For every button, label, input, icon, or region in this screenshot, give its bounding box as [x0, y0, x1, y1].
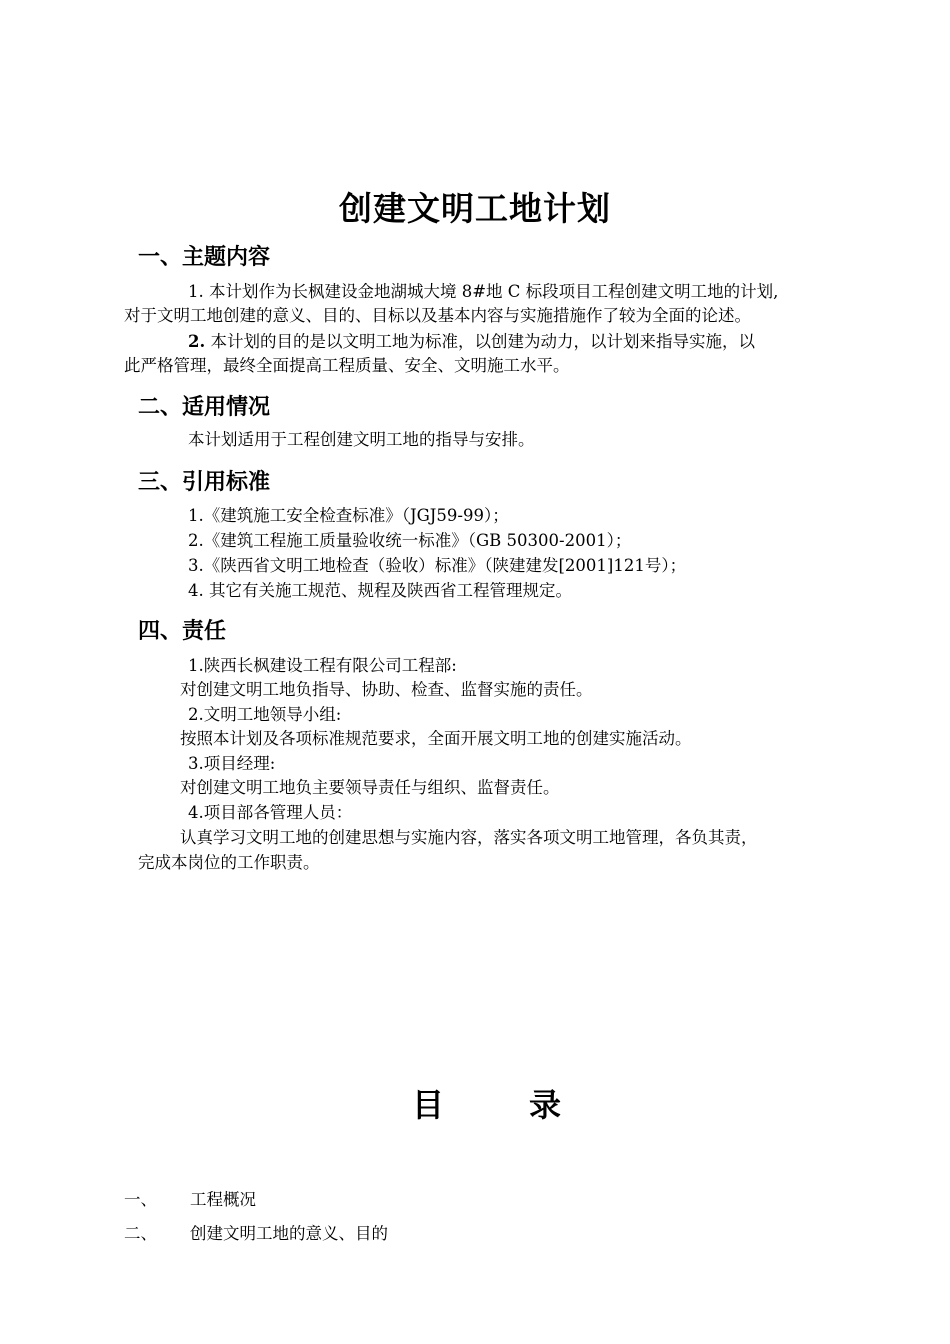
section-heading-3: 三、引用标准 [138, 470, 271, 495]
responsibility-4-title: 4.项目部各管理人员： [188, 803, 353, 822]
paragraph-2-number: 2. [188, 332, 206, 351]
paragraph-2-line-1 [188, 330, 755, 354]
toc-item-1-label[interactable]: 工程概况 [190, 1190, 256, 1209]
toc-title [412, 1080, 561, 1126]
standard-item-1: 1.《建筑施工安全检查标准》（JGJ59-99）； [188, 506, 509, 525]
toc-title-char-1: 目 [412, 1086, 445, 1124]
standard-item-2: 2.《建筑工程施工质量验收统一标准》（GB 50300-2001）； [188, 531, 632, 550]
paragraph-2-text: 本计划的目的是以文明工地为标准，以创建为动力，以计划来指导实施，以 [205, 332, 755, 351]
responsibility-4-line-1: 认真学习文明工地的创建思想与实施内容，落实各项文明工地管理，各负其责， [180, 828, 758, 847]
page-title: 创建文明工地计划 [339, 189, 611, 228]
toc-item-1-number: 一、 [124, 1190, 157, 1209]
paragraph-1-line-1: 1. 本计划作为长枫建设金地湖城大境 8#地 C 标段项目工程创建文明工地的计划, [188, 282, 779, 301]
responsibility-3-title: 3.项目经理: [188, 754, 276, 773]
responsibility-1-text: 对创建文明工地负指导、协助、检查、监督实施的责任。 [180, 680, 593, 699]
responsibility-1-title: 1.陕西长枫建设工程有限公司工程部: [188, 656, 457, 675]
responsibility-4-line-2: 完成本岗位的工作职责。 [138, 853, 320, 872]
toc-item-2-label[interactable]: 创建文明工地的意义、目的 [190, 1224, 388, 1243]
standard-item-4: 4. 其它有关施工规范、规程及陕西省工程管理规定。 [188, 581, 572, 600]
responsibility-3-text: 对创建文明工地负主要领导责任与组织、监督责任。 [180, 778, 560, 797]
section-heading-4: 四、责任 [138, 619, 227, 644]
standard-item-3: 3.《陕西省文明工地检查（验收）标准》（陕建建发[2001]121号）； [188, 556, 687, 575]
toc-item-2-number: 二、 [124, 1224, 157, 1243]
paragraph-1-line-2: 对于文明工地创建的意义、目的、目标以及基本内容与实施措施作了较为全面的论述。 [124, 306, 751, 325]
paragraph-scope: 本计划适用于工程创建文明工地的指导与安排。 [188, 430, 535, 449]
section-heading-1: 一、主题内容 [138, 245, 271, 270]
paragraph-2-line-2: 此严格管理，最终全面提高工程质量、安全、文明施工水平。 [124, 356, 570, 375]
section-heading-2: 二、适用情况 [138, 395, 271, 420]
responsibility-2-text: 按照本计划及各项标准规范要求，全面开展文明工地的创建实施活动。 [180, 729, 692, 748]
toc-title-char-2: 录 [529, 1086, 562, 1124]
responsibility-2-title: 2.文明工地领导小组: [188, 705, 342, 724]
